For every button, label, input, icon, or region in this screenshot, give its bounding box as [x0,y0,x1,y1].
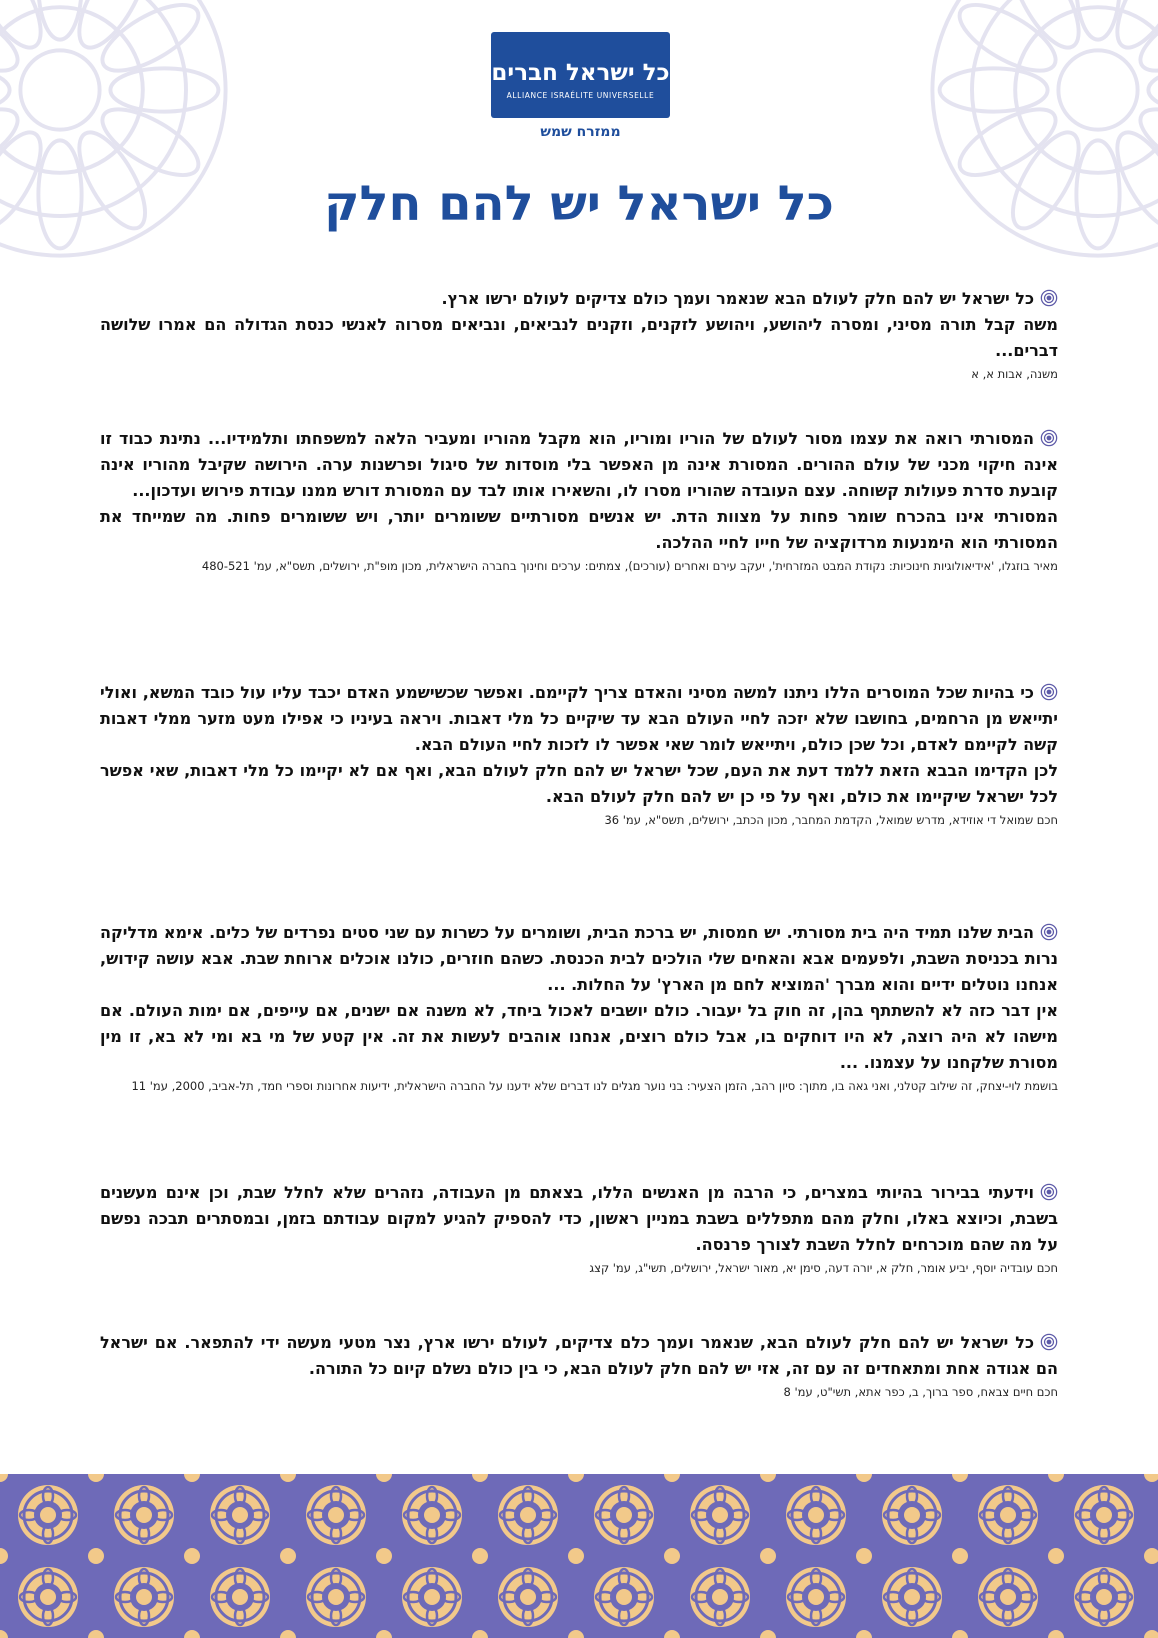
paragraph-text: לכן הקדימו הבבא הזאת ללמד דעת את העם, שכל ישראל יש להם חלק לעולם הבא, ואף אם לא יקיימו כל מלי דאבות, שאי אפשר לכל ישראל שיקיימו את כולם, ואף על פי כן יש להם חלק לעולם הבא. [100,761,1058,806]
section-paragraph [100,1180,1058,1258]
page-title: כל ישראל יש להם חלק [324,176,834,232]
section-2 [100,426,1058,574]
source-citation: משנה, אבות א, א [971,367,1058,381]
source-citation: חכם חיים צבאח, ספר ברוך, ב, כפר אתא, תשי"ט, עמ' 8 [783,1385,1058,1399]
section-paragraph [100,504,1058,556]
source-citation: מאיר בוזגלו, 'אידיאולוגיות חינוכיות: נקודת המבט המזרחית', יעקב עירם ואחרים (עורכים), צמתים: ערכים וחינוך בחברה הישראלית, מכון מופ"ת, ירושלים, תשס"א, עמ' 480-521 [201,559,1058,573]
paragraph-text: כי בהיות שכל המוסרים הללו ניתנו למשה מסיני והאדם צריך לקיימם. ואפשר שכשישמע האדם יכבד עליו עול כובד המשא, ואולי יתייאש מן הרחמים, בחושבו שלא יזכה לחיי העולם הבא עד שיקיים כל מלי דאבות. ויראה בעיניו כי אפילו מעט מזער ממלי דאבות קשה לקיימם לאדם, וכל שכן כולם, ויתייאש לומר שאי אפשר לו לזכות לחיי העולם הבא. [100,683,1058,754]
section-paragraph [100,426,1058,504]
logo-tagline: ממזרח שמש [540,124,621,140]
section-paragraph [100,312,1058,364]
paragraph-text: משה קבל תורה מסיני, ומסרה ליהושע, ויהושע לזקנים, וזקנים לנביאים, ונביאים מסרוה לאנשי כנסת הגדולה הם אמרו שלושה דברים... [100,315,1058,360]
flower-bullet-icon [1040,289,1058,307]
section-paragraph [100,998,1058,1076]
flower-bullet-icon [1040,1333,1058,1351]
source-citation: חכם עובדיה יוסף, יביע אומר, חלק א, יורה דעה, סימן יא, מאור ישראל, ירושלים, תשי"ג, עמ' קצג [589,1261,1058,1275]
logo-subtitle: ALLIANCE ISRAÉLITE UNIVERSELLE [506,91,655,100]
source-citation: חכם שמואל די אוזידא, מדרש שמואל, הקדמת המחבר, מכון הכתב, ירושלים, תשס"א, עמ' 36 [604,813,1058,827]
section-3 [100,680,1058,828]
ornamental-footer-band [0,1474,1158,1638]
organization-logo [491,32,670,144]
section-paragraph [100,680,1058,758]
section-1 [100,286,1058,382]
paragraph-text: המסורתי אינו בהכרח שומר פחות על מצוות הדת. יש אנשים מסורתיים ששומרים יותר, ויש ששומרים פחות. מה שמייחד את המסורתי הוא הימנעות מרדוקציה של חייו לחיי ההלכה. [100,507,1058,552]
section-6 [100,1330,1058,1400]
logo-name: כל ישראל חברים [491,60,670,86]
section-paragraph [100,286,1058,312]
section-paragraph [100,1330,1058,1382]
paragraph-text: הבית שלנו תמיד היה בית מסורתי. יש חמסות, יש ברכת הבית, ושומרים על כשרות עם שני סטים נפרדים של כלים. אימא מדליקה נרות בכניסת השבת, ולפעמים אבא והאחים שלי הולכים לבית הכנסת. כשהם חוזרים, כולנו אוכלים ארוחת שבת. אבא עושה קידוש, אנחנו נוטלים ידיים והוא מברך 'המוציא לחם מן הארץ' על החלות. ... [100,923,1058,994]
flower-bullet-icon [1040,923,1058,941]
flower-bullet-icon [1040,1183,1058,1201]
section-paragraph [100,920,1058,998]
paragraph-text: המסורתי רואה את עצמו מסור לעולם של הוריו ומוריו, הוא מקבל מהוריו ומעביר הלאה למשפחתו ותלמידיו... נתינת כבוד זו אינה חיקוי מכני של עולם ההורים. המסורת אינה מן האפשר בלי מוסדות של סיגול ופרשנות ערה. הירושה שקיבל מהוריו אינה קובעת סדרת פעולות קשוחה. עצם העובדה שהוריו מסרו לו, והשאירו אותו לבד עם המסורת דורש ממנו עבודת פירוש ועדכון... [100,429,1058,500]
paragraph-text: וידעתי בבירור בהיותי במצרים, כי הרבה מן האנשים הללו, בצאתם מן העבודה, נזהרים שלא לחלל שבת, וכן אינם מעשנים בשבת, וכיוצא באלו, וחלק מהם מתפללים בשבת במניין ראשון, כדי להספיק להגיע למקום עבודתם בזמן, ובמסתרים תבכה נפשם על מה שהם מוכרחים לחלל השבת לצורך פרנסה. [100,1183,1058,1254]
source-citation: בושמת לוי-יצחק, זה שילוב קטלני, ואני גאה בו, מתוך: סיון רהב, הזמן הצעיר: בני נוער מגלים לנו דברים שלא ידענו על החברה הישראלית, ידיעות אחרונות וספרי חמד, תל-אביב, 2000, עמ' 11 [131,1079,1058,1093]
paragraph-text: כל ישראל יש להם חלק לעולם הבא, שנאמר ועמך כלם צדיקים, לעולם ירשו ארץ, נצר מטעי מעשה ידי להתפאר. אם ישראל הם אגודה אחת ומתאחדים זה עם זה, אזי יש להם חלק לעולם הבא, כי בין כולם נשלם קיום כל התורה. [100,1333,1058,1378]
section-5 [100,1180,1058,1276]
paragraph-text: כל ישראל יש להם חלק לעולם הבא שנאמר ועמך כולם צדיקים לעולם ירשו ארץ. [441,289,1034,308]
flower-bullet-icon [1040,683,1058,701]
flower-bullet-icon [1040,429,1058,447]
section-4 [100,920,1058,1094]
section-paragraph [100,758,1058,810]
logo-banner [491,32,670,118]
paragraph-text: אין דבר כזה לא להשתתף בהן, זה חוק בל יעבור. כולם יושבים לאכול ביחד, לא משנה אם ישנים, אם עייפים, אם ימות העולם. אם מישהו לא היה רוצה, לא היו דוחקים בו, אבל כולם רוצים, אנחנו אוהבים לעשות את זה. אין קטע של מי בא ומי לא בא, זו מין מסורת שלקחנו על עצמנו. ... [100,1001,1058,1072]
